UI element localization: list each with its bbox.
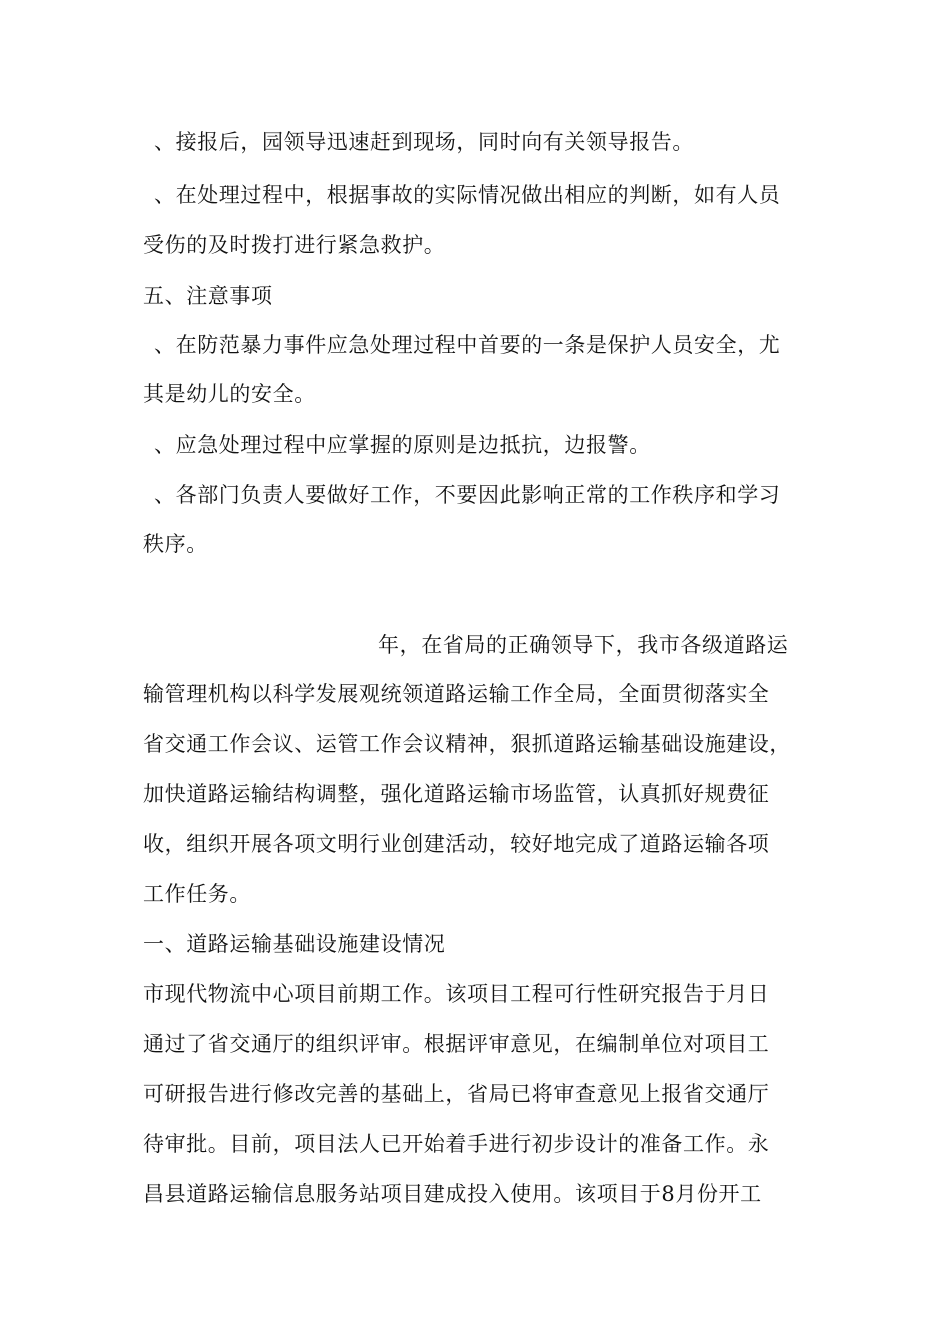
paragraph-line: 可研报告进行修改完善的基础上，省局已将审查意见上报省交通厅 — [143, 1082, 770, 1106]
section-heading: 一、道路运输基础设施建设情况 — [143, 932, 446, 956]
paragraph-line: 、应急处理过程中应掌握的原则是边抵抗，边报警。 — [154, 433, 651, 457]
paragraph-line: 工作任务。 — [143, 882, 251, 906]
paragraph-line: 通过了省交通厅的组织评审。根据评审意见，在编制单位对项目工 — [143, 1032, 770, 1056]
paragraph-line: 市现代物流中心项目前期工作。该项目工程可行性研究报告于月日 — [143, 982, 770, 1006]
paragraph-line: 、在处理过程中，根据事故的实际情况做出相应的判断，如有人员 — [154, 183, 781, 207]
paragraph-line: 省交通工作会议、运管工作会议精神，狠抓道路运输基础设施建设， — [143, 732, 791, 756]
paragraph-line: 受伤的及时拨打进行紧急救护。 — [143, 233, 446, 257]
paragraph-line: 、在防范暴力事件应急处理过程中首要的一条是保护人员安全，尤 — [154, 333, 781, 357]
section-heading: 五、注意事项 — [143, 284, 273, 308]
paragraph-line: 其是幼儿的安全。 — [143, 382, 316, 406]
paragraph-line: 、各部门负责人要做好工作，不要因此影响正常的工作秩序和学习 — [154, 483, 781, 507]
paragraph-line: 输管理机构以科学发展观统领道路运输工作全局，全面贯彻落实全 — [143, 682, 770, 706]
paragraph-line: 年，在省局的正确领导下，我市各级道路运 — [378, 633, 789, 657]
paragraph-line: 待审批。目前，项目法人已开始着手进行初步设计的准备工作。永 — [143, 1132, 770, 1156]
paragraph-line: 秩序。 — [143, 532, 208, 556]
paragraph-line: 加快道路运输结构调整，强化道路运输市场监管，认真抓好规费征 — [143, 782, 770, 806]
paragraph-line: 昌县道路运输信息服务站项目建成投入使用。该项目于8月份开工 — [143, 1182, 762, 1206]
paragraph-line: 收，组织开展各项文明行业创建活动，较好地完成了道路运输各项 — [143, 832, 770, 856]
paragraph-line: 、接报后，园领导迅速赶到现场，同时向有关领导报告。 — [154, 130, 694, 154]
